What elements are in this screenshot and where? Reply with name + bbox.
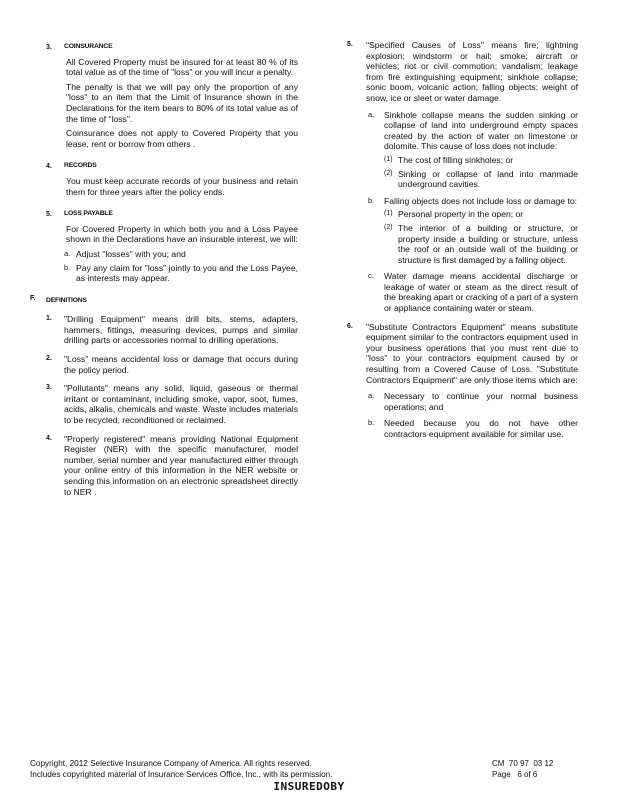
list-item [64, 263, 298, 284]
section-coinsurance [24, 40, 298, 149]
list-letter: a. [64, 248, 71, 258]
section-records [24, 159, 298, 197]
sub-list-text: Sinking or collapse of land into manmade underground cavities. [398, 168, 578, 190]
definition-item [24, 383, 298, 425]
list-text: Necessary to continue your normal business operations; and [384, 391, 578, 412]
sub-list-item [384, 209, 578, 220]
form-id: CM 70 97 03 12 [492, 759, 554, 768]
list-item [366, 391, 578, 412]
definition-item [24, 354, 298, 375]
definition-text: "Properly registered" means providing National Equipment Register (NER) with the specific manufacturer, model number, serial number and year manufactured either through your online entry of this information in the NER website or sending this information on an electronic spreadsheet directly to NER . [64, 433, 298, 497]
definition-item-substitute-equipment [342, 322, 578, 440]
sub-list-number: (1) [384, 210, 393, 218]
list-text: Sinkhole collapse means the sudden sinking or collapse of land into underground empty spaces created by the action of water on limestone or dolomite. This cause of loss does not include: [384, 109, 578, 152]
section-loss-payable [24, 207, 298, 284]
sub-list-number: (2) [384, 169, 393, 177]
definition-text: "Substitute Contractors Equipment" means substitute equipment similar to the contractors equipment used in your business operations that you must rent due to "loss" to your contractors equipment caused by or resulting from a Covered Cause of Loss. "Substitute Contractors Equipment" are only those items which are: [366, 321, 578, 385]
sub-list-item [384, 223, 578, 265]
definition-text: "Specified Causes of Loss" means fire; lightning explosion; windstorm or hail; smoke; aircraft or vehicles; riot or civil commotion; vandalism; leakage from fire extinguishing equipment; sinkhole collapse; sonic boom, volcanic action; falling objects; weight of snow, ice or sleet or water damage. [366, 40, 578, 103]
left-column [24, 40, 298, 505]
list-letter: a. [368, 391, 375, 401]
definition-number: 3. [46, 384, 52, 392]
list-letter: b. [368, 418, 375, 428]
list-item [64, 249, 298, 260]
page-number: Page 6 of 6 [492, 770, 538, 779]
list-letter: b. [64, 262, 71, 272]
paragraph: All Covered Property must be insured for at least 80 % of its total value as of the time of "loss" or you will incur a penalty. [66, 56, 298, 78]
definition-number: 2. [46, 355, 52, 363]
definition-text: "Loss" means accidental loss or damage that occurs during the policy period. [64, 354, 298, 375]
list-letter: b. [368, 195, 375, 205]
list-item [366, 271, 578, 313]
definition-text: "Pollutants" means any solid, liquid, gaseous or thermal irritant or contaminant, including smoke, vapor, soot, fumes, acids, alkalis, chemicals and waste. Waste includes materials to be recycled, reconditioned or reclaimed. [64, 383, 298, 426]
sub-list-number: (2) [384, 223, 393, 231]
definition-number: 1. [46, 315, 52, 323]
list-letter: a. [368, 109, 375, 119]
section-title: COINSURANCE [64, 43, 113, 50]
definition-number: 5. [347, 41, 353, 48]
sub-list-item [384, 169, 578, 190]
sub-list-item [384, 155, 578, 166]
paragraph: You must keep accurate records of your business and retain them for three years after the policy ends. [66, 175, 298, 197]
list-text: Pay any claim for "loss" jointly to you and the Loss Payee, as interests may appear. [76, 262, 298, 284]
definition-item-specified-causes [342, 40, 578, 314]
sub-list-text: The cost of filling sinkholes; or [398, 154, 514, 165]
list-item [366, 110, 578, 190]
definitions-heading [24, 294, 298, 307]
list-item [366, 418, 578, 439]
section-number: 4. [46, 163, 52, 171]
list-letter: c. [368, 271, 374, 281]
list-text: Falling objects does not include loss or damage to: [384, 195, 577, 206]
definition-item [24, 434, 298, 498]
right-column [342, 40, 578, 448]
sub-list-text: Personal property in the open; or [398, 209, 524, 220]
form-info [492, 758, 592, 780]
copyright-line: Includes copyrighted material of Insurance Services Office, Inc., with its permission. [30, 770, 333, 779]
paragraph: The penalty is that we will pay only the proportion of any "loss" to an item that the Limit of Insurance shown in the Declarations for the item bears to 80% of its total value as of the time of "loss". [66, 81, 298, 124]
section-title: LOSS PAYABLE [64, 210, 113, 218]
watermark-text: INSUREDOBY [273, 780, 345, 793]
definition-number: 4. [46, 434, 52, 442]
section-number: 5. [46, 211, 52, 219]
section-number: 3. [46, 44, 52, 51]
definition-item [24, 314, 298, 346]
section-title: RECORDS [64, 162, 97, 170]
definition-number: 6. [347, 322, 353, 330]
sub-list-text: The interior of a building or structure, or property inside a building or structure, unless the roof or an outside wall of the building or structure is first damaged by a falling object. [398, 222, 578, 265]
list-text: Needed because you do not have other contractors equipment available for similar use. [384, 418, 578, 439]
paragraph: Coinsurance does not apply to Covered Property that you lease, rent or borrow from others . [66, 128, 298, 149]
definition-text: "Drilling Equipment" means drill bits, stems, adapters, hammers, fittings, measuring devices, pumps and similar drilling parts or accessories normal to drilling operations. [64, 314, 298, 346]
sub-list-number: (1) [384, 155, 393, 163]
list-text: Adjust "losses" with you; and [76, 248, 186, 259]
copyright-notice [30, 758, 470, 780]
copyright-line: Copyright, 2012 Selective Insurance Company of America. All rights reserved. [30, 759, 312, 768]
heading-title: DEFINITIONS [46, 296, 87, 304]
heading-letter: F. [30, 294, 36, 302]
list-text: Water damage means accidental discharge or leakage of water or steam as the direct result of the breaking apart or cracking of a part of a system or appliance containing water or steam. [384, 271, 578, 314]
list-item [366, 196, 578, 266]
paragraph: For Covered Property in which both you and a Loss Payee shown in the Declarations have an insurable interest, we will: [66, 223, 298, 245]
